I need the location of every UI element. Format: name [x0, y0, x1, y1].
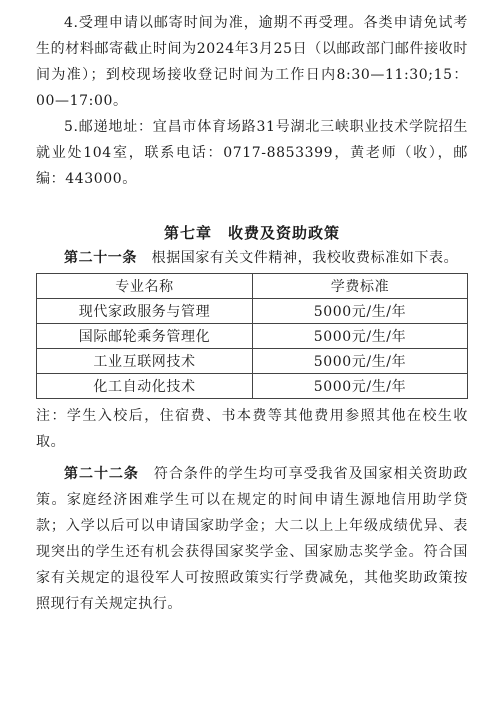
cell-tuition: 5000元/生/年 — [253, 374, 468, 399]
tuition-table — [36, 273, 468, 399]
table-row — [37, 299, 468, 324]
article-21-label: 第二十一条 — [64, 250, 137, 266]
cell-major: 现代家政服务与管理 — [37, 299, 253, 324]
article-22-label: 第二十二条 — [64, 466, 139, 482]
article-21-text: 根据国家有关文件精神，我校收费标准如下表。 — [137, 250, 459, 266]
table-header-row — [37, 274, 468, 299]
cell-major: 工业互联网技术 — [37, 349, 253, 374]
article-22-text: 符合条件的学生均可享受我省及国家相关资助政策。家庭经济困难学生可以在规定的时间申请生源地信用助学贷款；入学以后可以申请国家助学金；大二以上上年级成绩优异、表现突出的学生还有机会获得国家奖学金、国家励志奖学金。符合国家有关规定的退役军人可按照政策实行学费减免，其他奖助政策按照现行有关规定执行。 — [36, 466, 469, 612]
table-row — [37, 324, 468, 349]
cell-tuition: 5000元/生/年 — [253, 349, 468, 374]
header-tuition: 学费标准 — [253, 274, 468, 299]
paragraph-item-4: 4.受理申请以邮寄时间为准，逾期不再受理。各类申请免试考生的材料邮寄截止时间为2024年3月25日（以邮政部门邮件接收时间为准）；到校现场接收登记时间为工作日内8:30—11:30;15：00—17:00。 — [36, 15, 468, 109]
cell-major: 国际邮轮乘务管理化 — [37, 324, 253, 349]
table-row — [37, 349, 468, 374]
article-21 — [36, 245, 468, 271]
cell-tuition: 5000元/生/年 — [253, 324, 468, 349]
table-note: 注：学生入校后，住宿费、书本费等其他费用参照其他在校生收取。 — [36, 408, 468, 450]
cell-tuition: 5000元/生/年 — [253, 299, 468, 324]
article-22 — [36, 461, 468, 617]
paragraph-item-5: 5.邮递地址：宜昌市体育场路31号湖北三峡职业技术学院招生就业处104室，联系电话：0717-8853399，黄老师（收），邮编：443000。 — [36, 119, 468, 187]
cell-major: 化工自动化技术 — [37, 374, 253, 399]
header-major: 专业名称 — [37, 274, 253, 299]
chapter-title: 第七章 收费及资助政策 — [163, 224, 340, 242]
table-row — [37, 374, 468, 399]
